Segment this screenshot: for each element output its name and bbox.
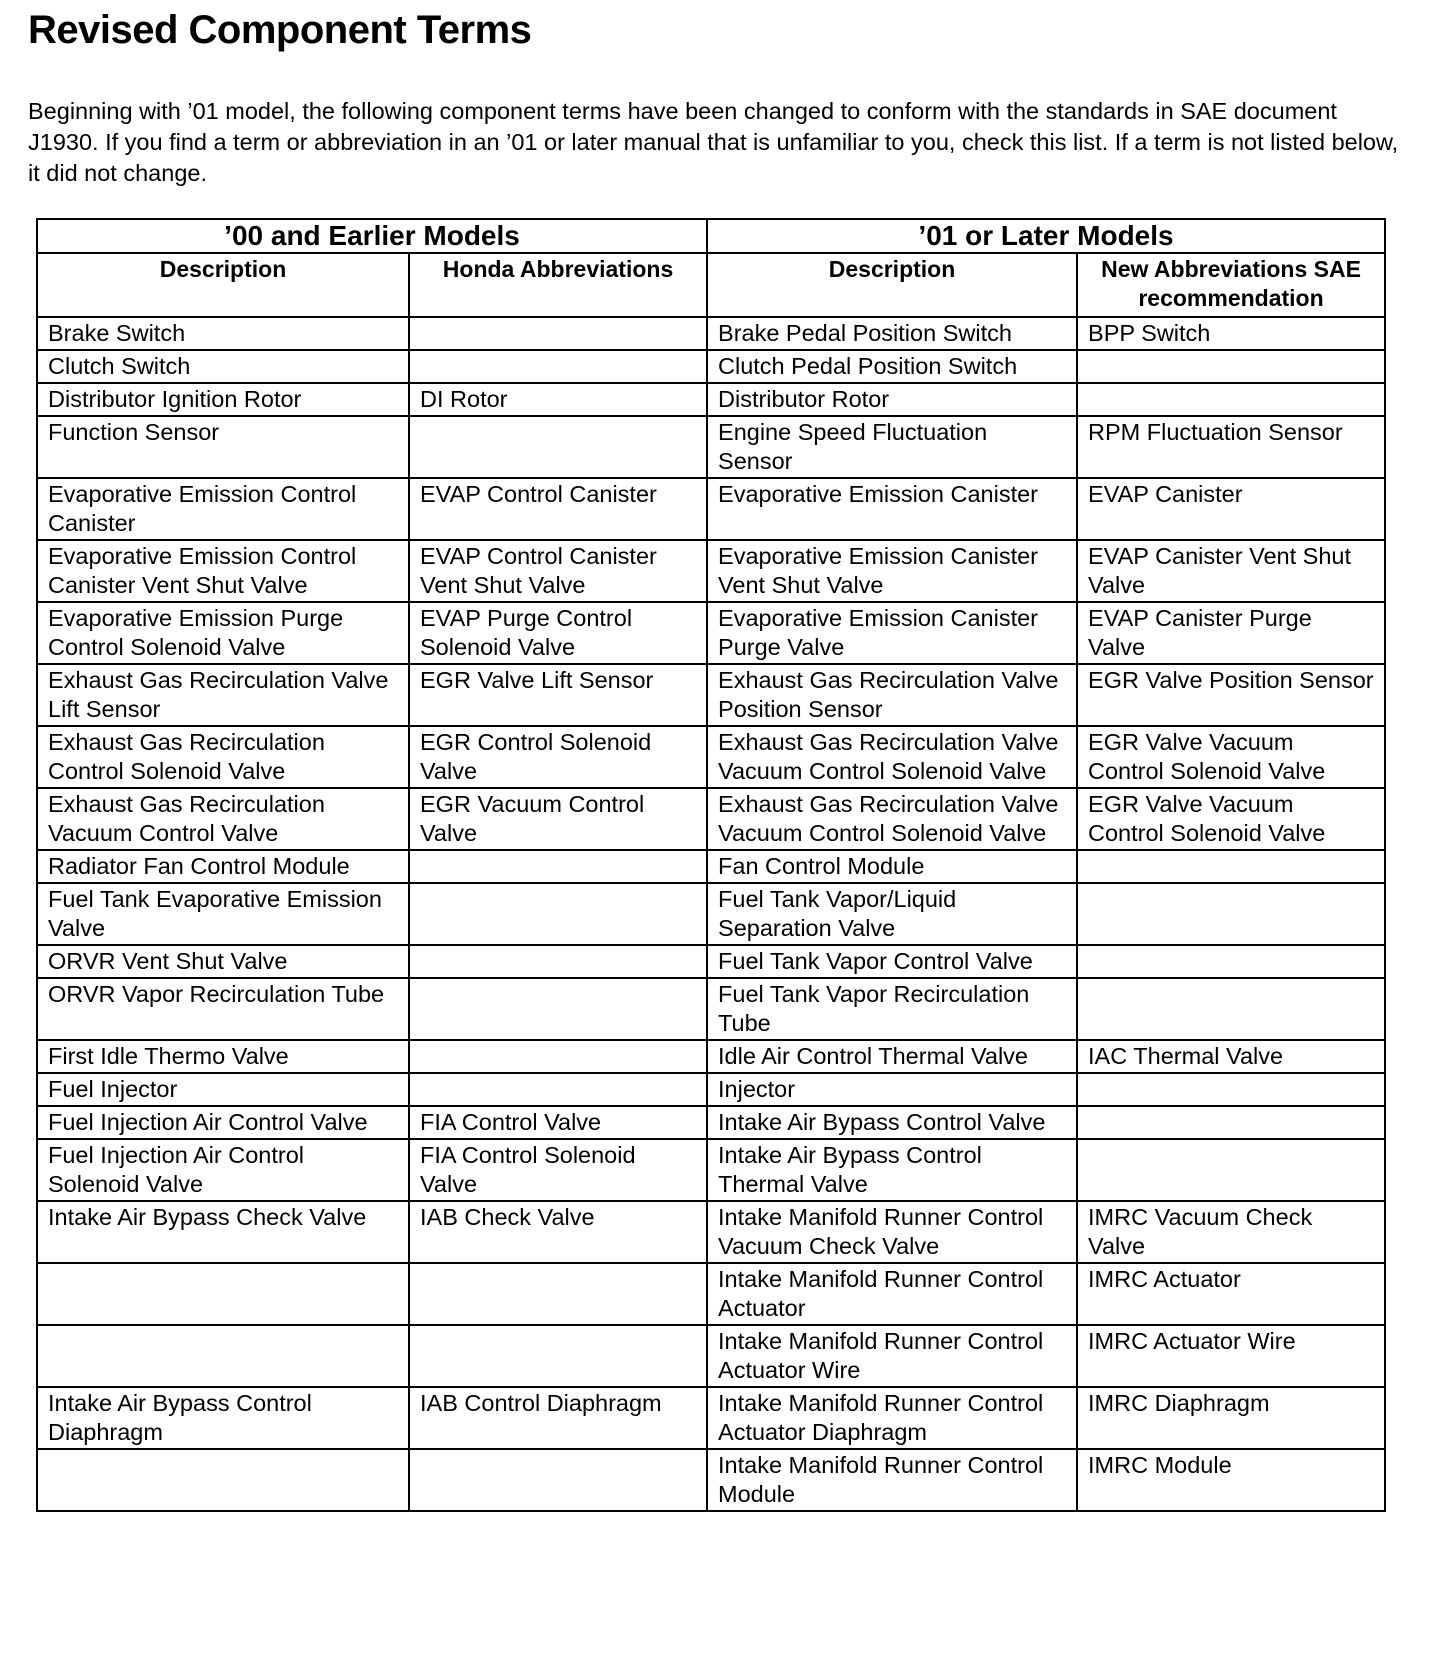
honda-abbreviation-cell bbox=[409, 883, 707, 945]
honda-abbreviation-cell bbox=[409, 978, 707, 1040]
sae-abbreviation-cell: IMRC Diaphragm bbox=[1077, 1387, 1385, 1449]
new-description-cell: Engine Speed Fluctuation Sensor bbox=[707, 416, 1077, 478]
new-description-cell: Intake Manifold Runner Control Vacuum Check Valve bbox=[707, 1201, 1077, 1263]
group-header-new-models: ’01 or Later Models bbox=[707, 219, 1385, 253]
old-description-cell: Clutch Switch bbox=[37, 350, 409, 383]
sae-abbreviation-cell bbox=[1077, 383, 1385, 416]
old-description-cell: Evaporative Emission Purge Control Solenoid Valve bbox=[37, 602, 409, 664]
column-header-sae-abbreviations: New Abbreviations SAE recommendation bbox=[1077, 253, 1385, 317]
honda-abbreviation-cell: EVAP Control Canister bbox=[409, 478, 707, 540]
honda-abbreviation-cell: FIA Control Solenoid Valve bbox=[409, 1139, 707, 1201]
sae-abbreviation-cell: EVAP Canister bbox=[1077, 478, 1385, 540]
new-description-cell: Intake Manifold Runner Control Actuator Wire bbox=[707, 1325, 1077, 1387]
sae-abbreviation-cell: IMRC Actuator bbox=[1077, 1263, 1385, 1325]
column-header-new-description: Description bbox=[707, 253, 1077, 317]
honda-abbreviation-cell bbox=[409, 416, 707, 478]
sae-abbreviation-cell: IMRC Actuator Wire bbox=[1077, 1325, 1385, 1387]
old-description-cell: Evaporative Emission Control Canister Vent Shut Valve bbox=[37, 540, 409, 602]
honda-abbreviation-cell bbox=[409, 1040, 707, 1073]
sae-abbreviation-cell bbox=[1077, 350, 1385, 383]
old-description-cell: Exhaust Gas Recirculation Valve Lift Sensor bbox=[37, 664, 409, 726]
sae-abbreviation-cell bbox=[1077, 945, 1385, 978]
new-description-cell: Intake Manifold Runner Control Module bbox=[707, 1449, 1077, 1511]
old-description-cell bbox=[37, 1325, 409, 1387]
old-description-cell bbox=[37, 1449, 409, 1511]
honda-abbreviation-cell bbox=[409, 1263, 707, 1325]
new-description-cell: Exhaust Gas Recirculation Valve Vacuum Control Solenoid Valve bbox=[707, 726, 1077, 788]
honda-abbreviation-cell bbox=[409, 317, 707, 350]
new-description-cell: Evaporative Emission Canister bbox=[707, 478, 1077, 540]
table-row bbox=[37, 1073, 1385, 1106]
sae-abbreviation-cell: EVAP Canister Vent Shut Valve bbox=[1077, 540, 1385, 602]
table-row bbox=[37, 383, 1385, 416]
new-description-cell: Fan Control Module bbox=[707, 850, 1077, 883]
old-description-cell bbox=[37, 1263, 409, 1325]
table-row bbox=[37, 1325, 1385, 1387]
sae-abbreviation-cell: IMRC Module bbox=[1077, 1449, 1385, 1511]
table-row bbox=[37, 850, 1385, 883]
honda-abbreviation-cell: IAB Control Diaphragm bbox=[409, 1387, 707, 1449]
new-description-cell: Intake Manifold Runner Control Actuator Diaphragm bbox=[707, 1387, 1077, 1449]
new-description-cell: Fuel Tank Vapor Control Valve bbox=[707, 945, 1077, 978]
honda-abbreviation-cell bbox=[409, 1325, 707, 1387]
table-row bbox=[37, 945, 1385, 978]
column-header-honda-abbreviations: Honda Abbreviations bbox=[409, 253, 707, 317]
new-description-cell: Clutch Pedal Position Switch bbox=[707, 350, 1077, 383]
table-row bbox=[37, 350, 1385, 383]
honda-abbreviation-cell: FIA Control Valve bbox=[409, 1106, 707, 1139]
new-description-cell: Intake Manifold Runner Control Actuator bbox=[707, 1263, 1077, 1325]
table-row bbox=[37, 1449, 1385, 1511]
new-description-cell: Fuel Tank Vapor/Liquid Separation Valve bbox=[707, 883, 1077, 945]
table-row bbox=[37, 788, 1385, 850]
sae-abbreviation-cell: EGR Valve Position Sensor bbox=[1077, 664, 1385, 726]
honda-abbreviation-cell: EVAP Control Canister Vent Shut Valve bbox=[409, 540, 707, 602]
new-description-cell: Distributor Rotor bbox=[707, 383, 1077, 416]
honda-abbreviation-cell: EGR Vacuum Control Valve bbox=[409, 788, 707, 850]
table-row bbox=[37, 664, 1385, 726]
table-row bbox=[37, 1139, 1385, 1201]
new-description-cell: Evaporative Emission Canister Purge Valve bbox=[707, 602, 1077, 664]
component-terms-table bbox=[36, 218, 1386, 1512]
honda-abbreviation-cell bbox=[409, 850, 707, 883]
table-row bbox=[37, 1263, 1385, 1325]
honda-abbreviation-cell bbox=[409, 1073, 707, 1106]
honda-abbreviation-cell: DI Rotor bbox=[409, 383, 707, 416]
sae-abbreviation-cell bbox=[1077, 883, 1385, 945]
new-description-cell: Fuel Tank Vapor Recirculation Tube bbox=[707, 978, 1077, 1040]
old-description-cell: Intake Air Bypass Control Diaphragm bbox=[37, 1387, 409, 1449]
old-description-cell: Fuel Injection Air Control Solenoid Valve bbox=[37, 1139, 409, 1201]
table-row bbox=[37, 540, 1385, 602]
intro-paragraph: Beginning with ’01 model, the following component terms have been changed to conform with the standards in SAE document J1930. If you find a term or abbreviation in an ’01 or later manual that is unfamiliar to you, check this list. If a term is not listed below, it did not change. bbox=[28, 98, 1399, 186]
sae-abbreviation-cell: BPP Switch bbox=[1077, 317, 1385, 350]
table-row bbox=[37, 317, 1385, 350]
old-description-cell: ORVR Vapor Recirculation Tube bbox=[37, 978, 409, 1040]
table-row bbox=[37, 1387, 1385, 1449]
sae-abbreviation-cell: EVAP Canister Purge Valve bbox=[1077, 602, 1385, 664]
sae-abbreviation-cell bbox=[1077, 850, 1385, 883]
table-row bbox=[37, 1040, 1385, 1073]
honda-abbreviation-cell: EGR Control Solenoid Valve bbox=[409, 726, 707, 788]
old-description-cell: Fuel Injection Air Control Valve bbox=[37, 1106, 409, 1139]
table-row bbox=[37, 478, 1385, 540]
honda-abbreviation-cell bbox=[409, 945, 707, 978]
sae-abbreviation-cell: EGR Valve Vacuum Control Solenoid Valve bbox=[1077, 788, 1385, 850]
honda-abbreviation-cell: EVAP Purge Control Solenoid Valve bbox=[409, 602, 707, 664]
new-description-cell: Exhaust Gas Recirculation Valve Position Sensor bbox=[707, 664, 1077, 726]
old-description-cell: Function Sensor bbox=[37, 416, 409, 478]
sae-abbreviation-cell: IMRC Vacuum Check Valve bbox=[1077, 1201, 1385, 1263]
group-header-row bbox=[37, 219, 1385, 253]
old-description-cell: Brake Switch bbox=[37, 317, 409, 350]
page-title: Revised Component Terms bbox=[28, 8, 532, 52]
table-row bbox=[37, 726, 1385, 788]
table-row bbox=[37, 883, 1385, 945]
table-row bbox=[37, 1106, 1385, 1139]
new-description-cell: Evaporative Emission Canister Vent Shut Valve bbox=[707, 540, 1077, 602]
old-description-cell: Fuel Tank Evaporative Emission Valve bbox=[37, 883, 409, 945]
old-description-cell: Intake Air Bypass Check Valve bbox=[37, 1201, 409, 1263]
old-description-cell: Exhaust Gas Recirculation Control Solenoid Valve bbox=[37, 726, 409, 788]
table-row bbox=[37, 1201, 1385, 1263]
sae-abbreviation-cell: RPM Fluctuation Sensor bbox=[1077, 416, 1385, 478]
old-description-cell: Distributor Ignition Rotor bbox=[37, 383, 409, 416]
old-description-cell: First Idle Thermo Valve bbox=[37, 1040, 409, 1073]
honda-abbreviation-cell bbox=[409, 1449, 707, 1511]
column-header-row bbox=[37, 253, 1385, 317]
column-header-old-description: Description bbox=[37, 253, 409, 317]
old-description-cell: Fuel Injector bbox=[37, 1073, 409, 1106]
sae-abbreviation-cell bbox=[1077, 1139, 1385, 1201]
old-description-cell: Exhaust Gas Recirculation Vacuum Control Valve bbox=[37, 788, 409, 850]
sae-abbreviation-cell bbox=[1077, 1073, 1385, 1106]
old-description-cell: Evaporative Emission Control Canister bbox=[37, 478, 409, 540]
table-row bbox=[37, 978, 1385, 1040]
sae-abbreviation-cell: EGR Valve Vacuum Control Solenoid Valve bbox=[1077, 726, 1385, 788]
old-description-cell: Radiator Fan Control Module bbox=[37, 850, 409, 883]
sae-abbreviation-cell bbox=[1077, 1106, 1385, 1139]
group-header-old-models: ’00 and Earlier Models bbox=[37, 219, 707, 253]
honda-abbreviation-cell: EGR Valve Lift Sensor bbox=[409, 664, 707, 726]
honda-abbreviation-cell bbox=[409, 350, 707, 383]
new-description-cell: Brake Pedal Position Switch bbox=[707, 317, 1077, 350]
sae-abbreviation-cell bbox=[1077, 978, 1385, 1040]
new-description-cell: Injector bbox=[707, 1073, 1077, 1106]
new-description-cell: Idle Air Control Thermal Valve bbox=[707, 1040, 1077, 1073]
sae-abbreviation-cell: IAC Thermal Valve bbox=[1077, 1040, 1385, 1073]
old-description-cell: ORVR Vent Shut Valve bbox=[37, 945, 409, 978]
honda-abbreviation-cell: IAB Check Valve bbox=[409, 1201, 707, 1263]
table-row bbox=[37, 416, 1385, 478]
new-description-cell: Intake Air Bypass Control Thermal Valve bbox=[707, 1139, 1077, 1201]
table-body bbox=[37, 317, 1385, 1511]
new-description-cell: Intake Air Bypass Control Valve bbox=[707, 1106, 1077, 1139]
new-description-cell: Exhaust Gas Recirculation Valve Vacuum Control Solenoid Valve bbox=[707, 788, 1077, 850]
table-row bbox=[37, 602, 1385, 664]
